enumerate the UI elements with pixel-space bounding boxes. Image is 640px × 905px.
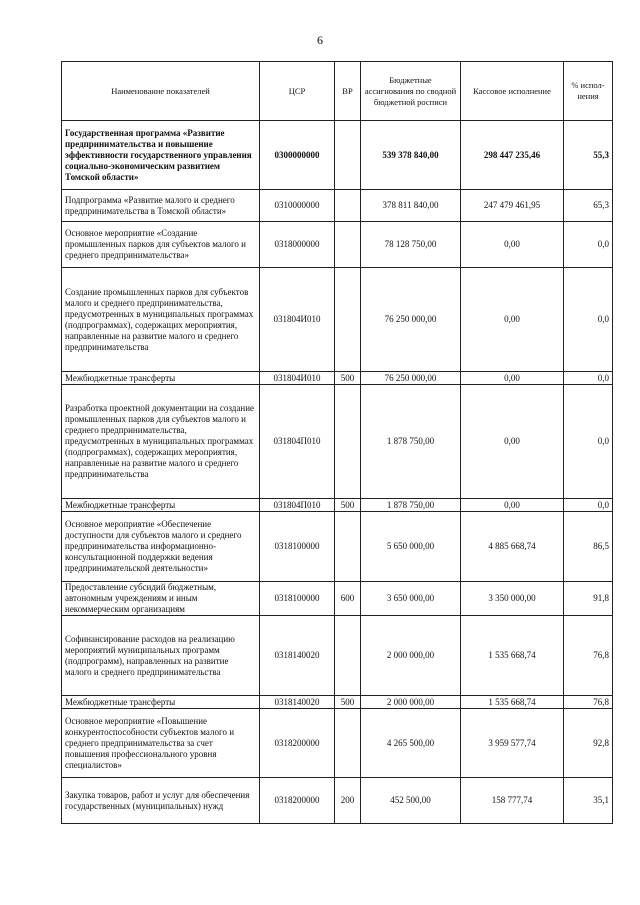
cell-vr [335, 512, 361, 582]
cell-pct: 0,0 [564, 499, 613, 512]
cell-csr: 0300000000 [260, 121, 335, 190]
cell-name: Межбюджетные трансферты [62, 499, 260, 512]
cell-pct: 92,8 [564, 709, 613, 778]
cell-csr: 031804И010 [260, 268, 335, 372]
cell-cash: 0,00 [461, 499, 564, 512]
cell-cash: 3 350 000,00 [461, 582, 564, 616]
cell-csr: 0318100000 [260, 582, 335, 616]
cell-budget: 76 250 000,00 [361, 268, 461, 372]
cell-csr: 031804П010 [260, 499, 335, 512]
cell-pct: 65,3 [564, 190, 613, 222]
cell-name: Закупка товаров, работ и услуг для обеспечения государственных (муниципальных) нужд [62, 778, 260, 824]
cell-pct: 0,0 [564, 268, 613, 372]
header-budget: Бюджетные ассигнования по сводной бюджетной росписи [361, 62, 461, 121]
cell-cash: 1 535 668,74 [461, 696, 564, 709]
cell-vr: 200 [335, 778, 361, 824]
cell-vr: 500 [335, 372, 361, 385]
cell-cash: 0,00 [461, 222, 564, 268]
cell-vr [335, 268, 361, 372]
header-cash: Кассовое исполнение [461, 62, 564, 121]
table-row [62, 778, 613, 824]
page-number: 6 [317, 33, 323, 47]
cell-csr: 031804П010 [260, 385, 335, 499]
cell-pct: 0,0 [564, 385, 613, 499]
table-row [62, 190, 613, 222]
cell-cash: 298 447 235,46 [461, 121, 564, 190]
table-row [62, 372, 613, 385]
cell-cash: 247 479 461,95 [461, 190, 564, 222]
cell-pct: 0,0 [564, 372, 613, 385]
cell-vr: 500 [335, 499, 361, 512]
table-row [62, 582, 613, 616]
cell-name: Межбюджетные трансферты [62, 372, 260, 385]
cell-budget: 2 000 000,00 [361, 616, 461, 696]
cell-csr: 0318100000 [260, 512, 335, 582]
cell-cash: 1 535 668,74 [461, 616, 564, 696]
cell-cash: 0,00 [461, 372, 564, 385]
cell-pct: 35,1 [564, 778, 613, 824]
cell-pct: 76,8 [564, 616, 613, 696]
table-row [62, 268, 613, 372]
cell-cash: 0,00 [461, 385, 564, 499]
cell-budget: 76 250 000,00 [361, 372, 461, 385]
cell-vr [335, 709, 361, 778]
cell-name: Подпрограмма «Развитие малого и среднего предпринимательства в Томской области» [62, 190, 260, 222]
cell-vr [335, 616, 361, 696]
header-name: Наименование показателей [62, 62, 260, 121]
cell-budget: 3 650 000,00 [361, 582, 461, 616]
cell-budget: 539 378 840,00 [361, 121, 461, 190]
table-row [62, 616, 613, 696]
cell-name: Государственная программа «Развитие предпринимательства и повышение эффективности государственного управления социально-экономическим развитием Томской области» [62, 121, 260, 190]
cell-pct: 86,5 [564, 512, 613, 582]
cell-budget: 78 128 750,00 [361, 222, 461, 268]
cell-vr: 600 [335, 582, 361, 616]
table-row [62, 499, 613, 512]
cell-csr: 0318200000 [260, 778, 335, 824]
cell-cash: 3 959 577,74 [461, 709, 564, 778]
cell-pct: 76,8 [564, 696, 613, 709]
cell-budget: 1 878 750,00 [361, 385, 461, 499]
header-pct: % испол-нения [564, 62, 613, 121]
cell-pct: 0,0 [564, 222, 613, 268]
cell-name: Основное мероприятие «Обеспечение доступности для субъектов малого и среднего предпринимательства информационно-консультационной поддержки ведения предпринимательской деятельности» [62, 512, 260, 582]
cell-csr: 0318140020 [260, 616, 335, 696]
cell-cash: 158 777,74 [461, 778, 564, 824]
cell-budget: 378 811 840,00 [361, 190, 461, 222]
table-row [62, 385, 613, 499]
cell-name: Создание промышленных парков для субъектов малого и среднего предпринимательства, предусмотренных в муниципальных программах (подпрограммах), содержащих мероприятия, направленные на развитие малого и среднего предпринимательства [62, 268, 260, 372]
cell-vr [335, 385, 361, 499]
table-row [62, 121, 613, 190]
table-header-row [62, 62, 613, 121]
cell-budget: 1 878 750,00 [361, 499, 461, 512]
header-csr: ЦСР [260, 62, 335, 121]
cell-pct: 55,3 [564, 121, 613, 190]
cell-cash: 0,00 [461, 268, 564, 372]
cell-name: Разработка проектной документации на создание промышленных парков для субъектов малого и среднего предпринимательства, предусмотренных в муниципальных программах (подпрограммах), содержащих мероприятия, направленные на развитие малого и среднего предпринимательства [62, 385, 260, 499]
table-row [62, 222, 613, 268]
table-row [62, 696, 613, 709]
cell-cash: 4 885 668,74 [461, 512, 564, 582]
cell-csr: 0318000000 [260, 222, 335, 268]
cell-budget: 5 650 000,00 [361, 512, 461, 582]
cell-vr: 500 [335, 696, 361, 709]
cell-csr: 0310000000 [260, 190, 335, 222]
cell-vr [335, 190, 361, 222]
cell-vr [335, 222, 361, 268]
cell-name: Софинансирование расходов на реализацию мероприятий муниципальных программ (подпрограмм), направленных на развитие малого и среднего предпринимательства [62, 616, 260, 696]
table-row [62, 512, 613, 582]
cell-budget: 2 000 000,00 [361, 696, 461, 709]
header-vr: ВР [335, 62, 361, 121]
cell-name: Межбюджетные трансферты [62, 696, 260, 709]
cell-budget: 452 500,00 [361, 778, 461, 824]
cell-csr: 0318200000 [260, 709, 335, 778]
budget-execution-table [61, 61, 613, 824]
table-row [62, 709, 613, 778]
cell-name: Основное мероприятие «Повышение конкурентоспособности субъектов малого и среднего предпринимательства за счет повышения профессионального уровня специалистов» [62, 709, 260, 778]
cell-name: Основное мероприятие «Создание промышленных парков для субъектов малого и среднего предпринимательства» [62, 222, 260, 268]
cell-csr: 0318140020 [260, 696, 335, 709]
cell-vr [335, 121, 361, 190]
cell-csr: 031804И010 [260, 372, 335, 385]
cell-budget: 4 265 500,00 [361, 709, 461, 778]
cell-name: Предоставление субсидий бюджетным, автономным учреждениям и иным некоммерческим организациям [62, 582, 260, 616]
cell-pct: 91,8 [564, 582, 613, 616]
